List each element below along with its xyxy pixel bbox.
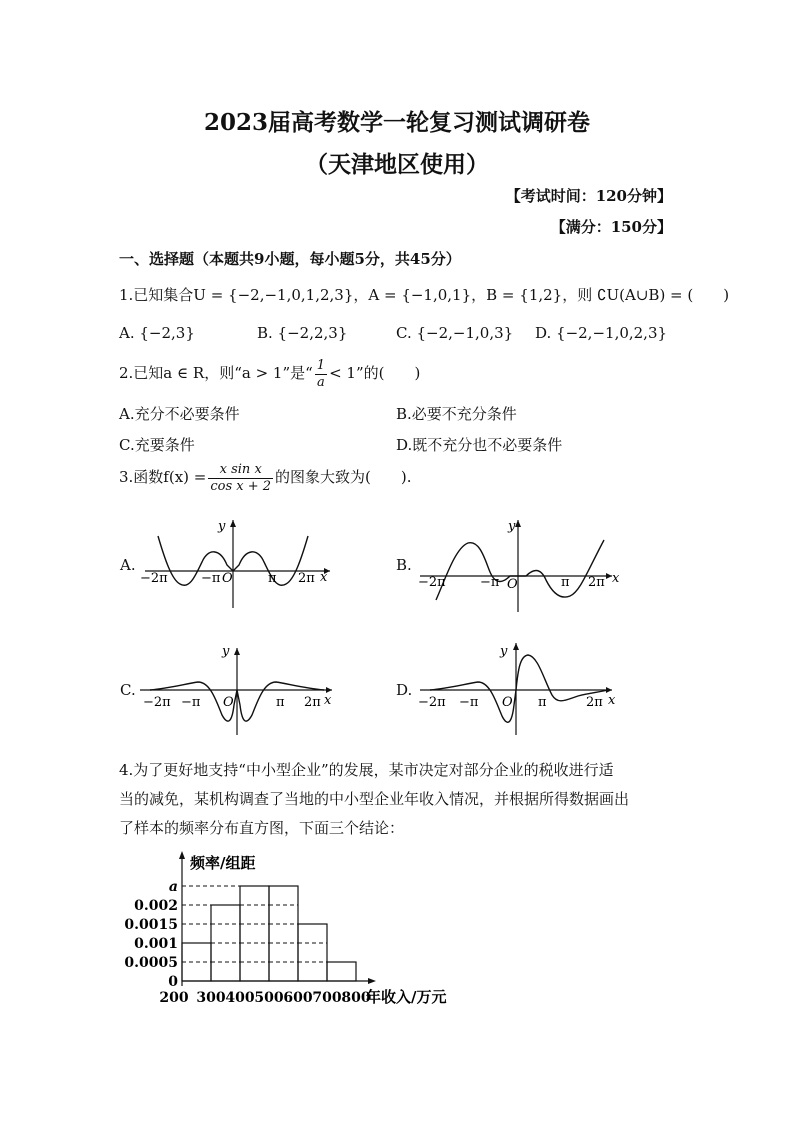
graph-a-y-arrow [230,520,236,527]
q3-prefix: 3.函数f(x) = [119,468,207,487]
graph-d-2pi: 2π [586,695,603,710]
graph-a-negpi: −π [201,571,221,586]
page-subtitle: （天津地区使用） [305,151,489,178]
q2-frac-den: a [317,374,325,390]
q4-line-2: 当的减免，某机构调查了当地的中小型企业年收入情况，并根据所得数据画出 [119,790,630,808]
graph-a-x-label: x [320,570,328,585]
graph-d [418,643,616,735]
hist-bar [269,886,298,981]
hist-y-tick: 0.002 [134,898,178,914]
q2-option-a: A.充分不必要条件 [119,405,240,423]
q3-frac-num: x sin x [208,462,273,479]
graph-c-x-label: x [324,693,332,708]
q1-option-c: C. {−2,−1,0,3} [396,324,514,342]
hist-y-tick: 0.0005 [124,955,178,971]
graph-b-origin: O [507,577,518,592]
graph-d-y-label: y [500,644,508,659]
q3-suffix: 的图象大致为( ). [275,468,412,487]
hist-x-label: 年收入/万元 [366,988,447,1006]
graph-c [140,644,332,735]
graph-d-label: D. [396,681,413,699]
hist-y-arrow [179,851,185,859]
q3-frac-den: cos x + 2 [210,478,272,494]
graph-a-neg2pi: −2π [140,571,168,586]
graph-d-curve [430,655,608,722]
graph-b-negpi: −π [480,575,500,590]
hist-y-tick: 0.0015 [124,917,178,933]
hist-bar [298,924,327,981]
graph-c-negpi: −π [181,695,201,710]
hist-y-label: 频率/组距 [190,854,256,872]
graph-a [140,519,330,608]
graph-c-pi: π [276,695,285,710]
graph-b-2pi: 2π [588,575,605,590]
question-4-text [119,756,679,843]
hist-x-tick: 700 [312,990,342,1006]
question-1-stem: 1.已知集合U = {−2,−1,0,1,2,3}，A = {−1,0,1}，B = {1,2}，则 ∁U(A∪B) = ( ) [119,286,730,304]
graph-a-origin: O [222,571,233,586]
graph-d-origin: O [502,695,513,710]
graph-a-pi: π [268,571,277,586]
q2-option-d: D.既不充分也不必要条件 [396,436,563,454]
full-score: 【满分：150分】 [550,218,672,236]
q4-line-3: 了样本的频率分布直方图，下面三个结论： [119,819,405,837]
hist-x-tick: 600 [283,990,313,1006]
graph-b-y-arrow [515,520,521,527]
graph-d-x-label: x [608,693,616,708]
graph-a-y-label: y [218,519,226,534]
q4-line-1: 4.为了更好地支持“中小型企业”的发展，某市决定对部分企业的税收进行适 [119,761,614,779]
hist-y-tick: 0.001 [134,936,178,952]
page-title: 2023届高考数学一轮复习测试调研卷 [203,109,590,136]
graph-b-label: B. [396,556,412,574]
graph-c-2pi: 2π [304,695,321,710]
q2-frac-num: 1 [316,358,326,373]
graph-d-pi: π [538,695,547,710]
graph-b-x-label: x [612,571,620,586]
q1-option-d: D. {−2,−1,0,2,3} [535,324,668,342]
q1-option-a: A. {−2,3} [119,324,195,342]
q2-option-b: B.必要不充分条件 [396,405,517,423]
hist-y-tick: 0 [168,974,178,990]
q1-option-b: B. {−2,2,3} [257,324,348,342]
q2-suffix: < 1”的( ) [329,364,421,383]
graph-c-origin: O [223,695,234,710]
graph-b-neg2pi: −2π [418,575,446,590]
hist-x-tick: 800 [341,990,371,1006]
graph-c-label: C. [120,681,136,699]
hist-bar [327,962,356,981]
hist-x-tick: 300 [196,990,226,1006]
hist-bar [240,886,269,981]
graph-d-negpi: −π [459,695,479,710]
graph-c-neg2pi: −2π [143,695,171,710]
hist-x-tick: 200 [159,990,189,1006]
graph-b-pi: π [561,575,570,590]
exam-time: 【考试时间：120分钟】 [505,187,672,205]
hist-y-tick: a [168,879,178,895]
graph-a-label: A. [120,556,136,574]
hist-x-tick: 400 [225,990,255,1006]
q2-option-c: C.充要条件 [119,436,195,454]
q2-prefix: 2.已知a ∈ R，则“a > 1”是“ [119,364,313,383]
graph-c-y-arrow [234,648,240,655]
graph-b [418,519,620,612]
hist-x-tick: 500 [254,990,284,1006]
graph-c-y-label: y [222,644,230,659]
section-heading: 一、选择题（本题共9小题，每小题5分，共45分） [119,250,461,268]
graph-b-y-label: y [508,519,516,534]
graph-a-2pi: 2π [298,571,315,586]
graph-b-curve [436,540,604,600]
graph-d-y-arrow [513,643,519,650]
graph-d-neg2pi: −2π [418,695,446,710]
histogram [120,848,480,1008]
hist-x-arrow [368,978,376,984]
